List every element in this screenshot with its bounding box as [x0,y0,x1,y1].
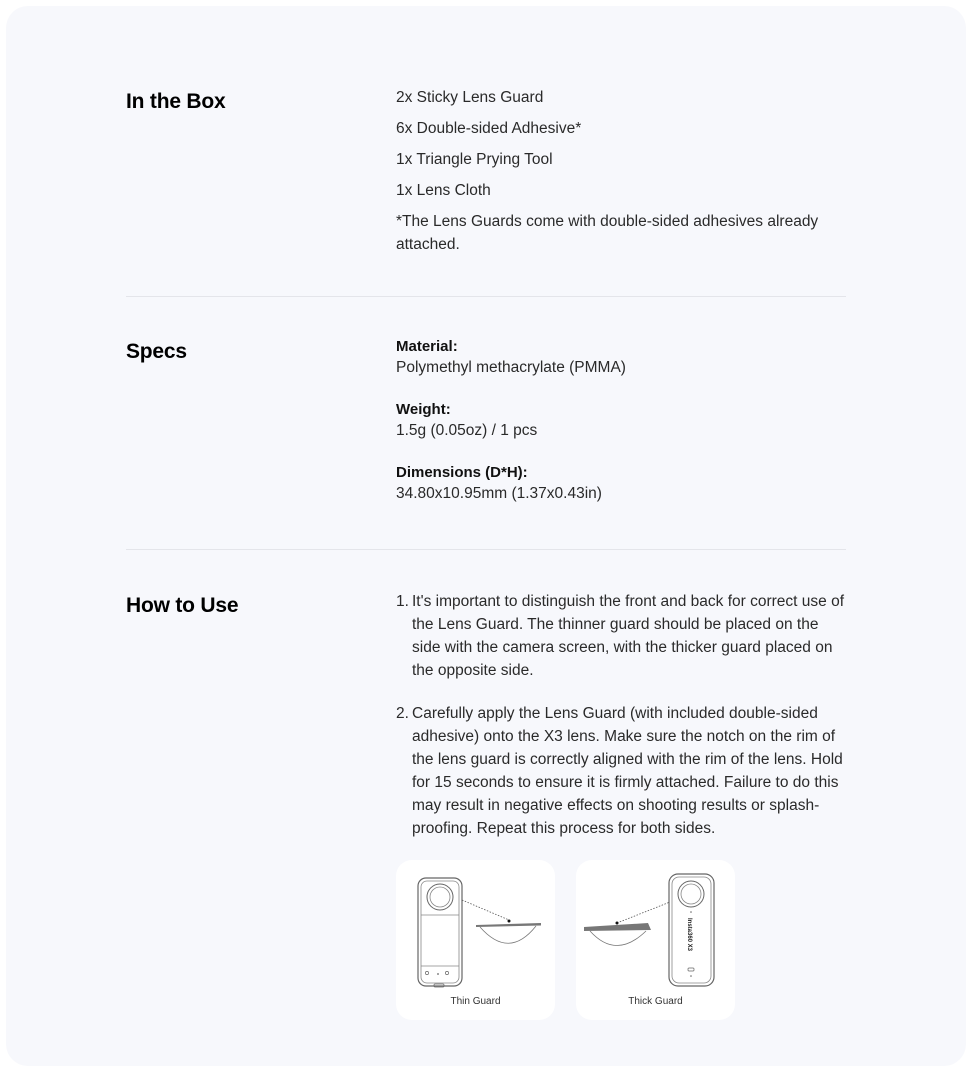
box-item: 1x Lens Cloth [396,182,491,199]
spec-material [396,336,856,379]
section-divider [126,549,846,550]
illustrations-row [396,860,735,1020]
spec-value: 34.80x10.95mm (1.37x0.43in) [396,485,602,502]
in-the-box-list [396,86,856,256]
section-divider [126,296,846,297]
spec-weight [396,399,856,442]
illustration-caption: Thin Guard [450,996,501,1007]
spec-value: 1.5g (0.05oz) / 1 pcs [396,422,538,439]
spec-label: Weight: [396,401,451,418]
how-to-use-steps [396,590,848,860]
box-note: *The Lens Guards come with double-sided adhesives already attached. [396,213,819,253]
box-item: 2x Sticky Lens Guard [396,89,544,106]
step-text: It's important to distinguish the front and back for correct use of the Lens Guard. The thinner guard should be placed on the side with the camera screen, with the thicker guard placed on the opposite side. [412,593,845,679]
thick-guard-card [576,860,735,1020]
box-item: 6x Double-sided Adhesive* [396,120,582,137]
section-title-how-to-use: How to Use [126,594,239,617]
thin-guard-card [396,860,555,1020]
spec-label: Dimensions (D*H): [396,464,528,481]
box-item: 1x Triangle Prying Tool [396,151,553,168]
step-item [396,702,848,840]
section-title-in-the-box: In the Box [126,90,226,113]
camera-brand-label: Insta360 X3 [686,918,692,952]
spec-dimensions [396,462,856,505]
step-text: Carefully apply the Lens Guard (with included double-sided adhesive) onto the X3 lens. Make sure the notch on the rim of the lens guard is correctly aligned with the rim of the lens. Hold for 15 seconds to ensure it is firmly attached. Failure to do this may result in negative effects on shooting results or splash-proofing. Repeat this process for both sides. [412,705,843,837]
page-container [6,6,966,1066]
specs-list [396,336,856,525]
spec-label: Material: [396,338,458,355]
step-number: 2. [396,705,409,722]
spec-value: Polymethyl methacrylate (PMMA) [396,359,626,376]
section-title-specs: Specs [126,340,187,363]
step-number: 1. [396,593,409,610]
step-item [396,590,848,682]
illustration-caption: Thick Guard [628,996,683,1007]
